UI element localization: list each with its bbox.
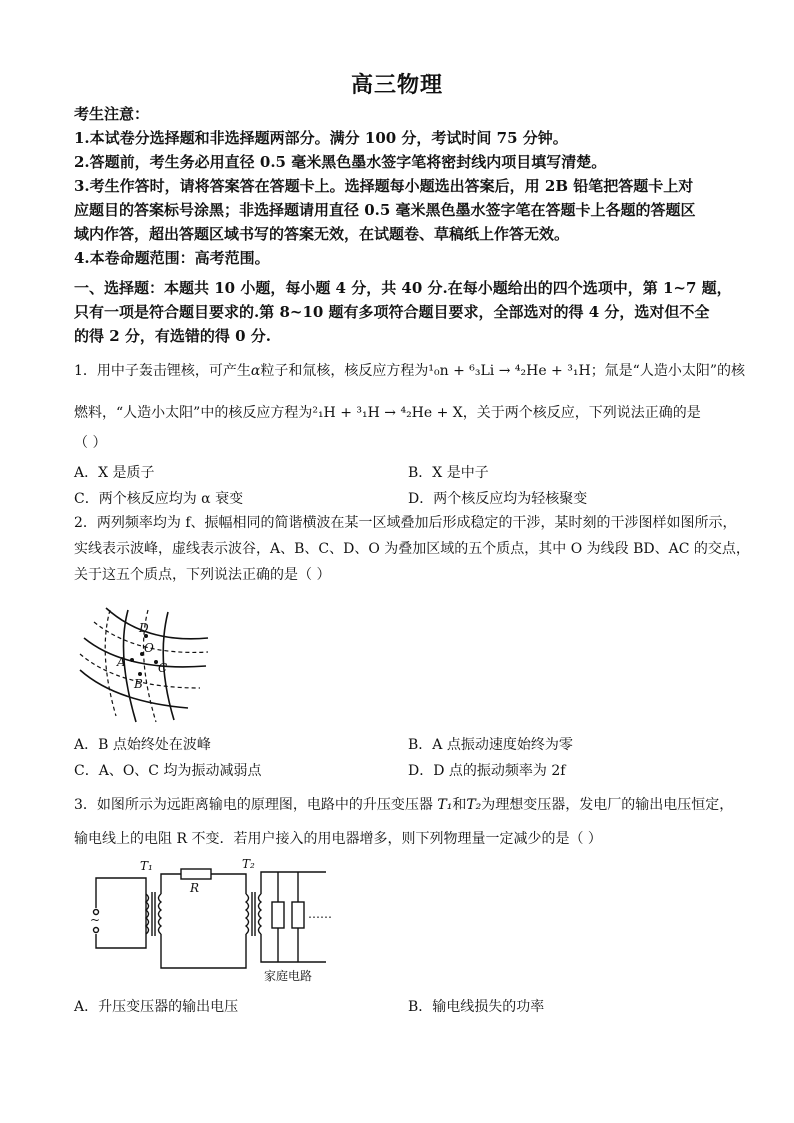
q3-text: 3．如图所示为远距离输电的原理图，电路中的升压变压器 [74, 797, 438, 813]
label-t1: T₁ [140, 859, 153, 873]
section-line: 的得 2 分，有选错的得 0 分. [74, 327, 271, 345]
q1-option-d: D．两个核反应均为轻核聚变 [408, 491, 588, 507]
t1-secondary-coil [159, 894, 162, 934]
point-a-marker [130, 658, 134, 662]
q2-option-b: B．A 点振动速度始终为零 [408, 737, 573, 753]
q2-option-a: A．B 点始终处在波峰 [74, 737, 211, 753]
notice-line: 3.考生作答时，请将答案答在答题卡上。选择题每小题选出答案后，用 2B 铅笔把答题卡上对 [74, 177, 694, 195]
q3-option-b: B．输电线损失的功率 [408, 999, 545, 1015]
question-2-line: 实线表示波峰，虚线表示波谷，A、B、C、D、O 为叠加区域的五个质点，其中 O 为线段 BD、AC 的交点， [74, 541, 750, 557]
q1-equation-2: ²₁H + ³₁H → ⁴₂He + X [312, 405, 463, 421]
q1-option-b: B．X 是中子 [408, 465, 489, 481]
point-b-marker [138, 672, 142, 676]
label-b: B [134, 677, 143, 691]
label-o: O [144, 641, 154, 655]
notice-line: 1.本试卷分选择题和非选择题两部分。满分 100 分，考试时间 75 分钟。 [74, 129, 568, 147]
t2-secondary-coil [259, 894, 262, 934]
page-title: 高三物理 [350, 72, 443, 98]
household-wire [261, 872, 326, 894]
ac-source-symbol: ~ [90, 913, 101, 927]
notice-heading: 考生注意： [74, 105, 150, 123]
household-circuit-label: 家庭电路 [264, 969, 313, 983]
transmission-circuit-figure [86, 858, 336, 988]
transmission-wire [211, 874, 246, 894]
notice-line: 应题目的答案标号涂黑；非选择题请用直径 0.5 毫米黑色墨水签字笔在答题卡上各题的答题区 [74, 201, 696, 219]
section-one-instructions [74, 276, 734, 348]
question-1-line-1 [74, 358, 746, 384]
q1-text: 1．用中子轰击锂核，可产生 [74, 363, 251, 379]
label-t2: T₂ [242, 858, 255, 871]
section-line: 只有一项是符合题目要求的.第 8~10 题有多项符合题目要求，全部选对的得 4 分，选对但不全 [74, 303, 710, 321]
question-3-line-2: 输电线上的电阻 R 不变．若用户接入的用电器增多，则下列物理量一定减少的是（ ） [74, 831, 602, 847]
question-1 [74, 358, 746, 456]
notice-line: 域内作答，超出答题区域书写的答案无效，在试题卷、草稿纸上作答无效。 [74, 225, 570, 243]
notice-line: 4.本卷命题范围：高考范围。 [74, 249, 270, 267]
load-resistor [272, 902, 284, 928]
transmission-wire [161, 874, 181, 894]
more-loads-dots: …… [308, 907, 332, 921]
question-3-line-1 [74, 792, 734, 818]
notice-block [74, 102, 734, 270]
household-wire [261, 934, 326, 962]
alpha-symbol: α [250, 363, 261, 379]
q2-option-c: C．A、O、C 均为振动减弱点 [74, 763, 262, 779]
t1-symbol: T₁ [437, 797, 453, 813]
label-a: A [117, 655, 126, 669]
section-line: 一、选择题：本题共 10 小题，每小题 4 分，共 40 分.在每小题给出的四个选项中，第 1~7 题， [74, 279, 732, 297]
question-2 [74, 510, 750, 588]
interference-figure [76, 604, 226, 724]
q1-option-c: C．两个核反应均为 α 衰变 [74, 491, 244, 507]
question-2-line: 关于这五个质点，下列说法正确的是（ ） [74, 567, 331, 583]
q3-text: 和 [452, 797, 467, 813]
label-r: R [190, 881, 200, 895]
q1-text: 粒子和氚核，核反应方程为 [260, 363, 429, 379]
t2-symbol: T₂ [466, 797, 482, 813]
label-d: D [139, 621, 149, 635]
q2-option-d: D．D 点的振动频率为 2f [408, 763, 566, 779]
label-c: C [158, 661, 168, 675]
q1-equation-1: ¹₀n + ⁶₃Li → ⁴₂He + ³₁H [428, 363, 591, 379]
source-wire [96, 878, 146, 948]
q1-text: 燃料，“人造小太阳”中的核反应方程为 [74, 405, 313, 421]
q1-text: ，关于两个核反应，下列说法正确的是 [462, 405, 701, 421]
resistor-r [181, 869, 211, 879]
source-terminal [94, 928, 99, 933]
q1-option-a: A．X 是质子 [74, 465, 155, 481]
question-1-line-2 [74, 400, 734, 426]
notice-line: 2.答题前，考生务必用直径 0.5 毫米黑色墨水签字笔将密封线内项目填写清楚。 [74, 153, 607, 171]
question-3 [74, 792, 734, 852]
question-2-line: 2．两列频率均为 f、振幅相同的简谐横波在某一区域叠加后形成稳定的干涉，某时刻的干涉图样如图所示， [74, 515, 737, 531]
q3-option-a: A．升压变压器的输出电压 [74, 999, 239, 1015]
q3-text: 为理想变压器，发电厂的输出电压恒定， [481, 797, 734, 813]
q1-text: ；氚是“人造小太阳”的核 [590, 363, 746, 379]
load-resistor [292, 902, 304, 928]
t2-primary-coil [246, 894, 249, 934]
answer-blank: （ ） [74, 435, 107, 451]
transmission-wire [161, 934, 246, 968]
